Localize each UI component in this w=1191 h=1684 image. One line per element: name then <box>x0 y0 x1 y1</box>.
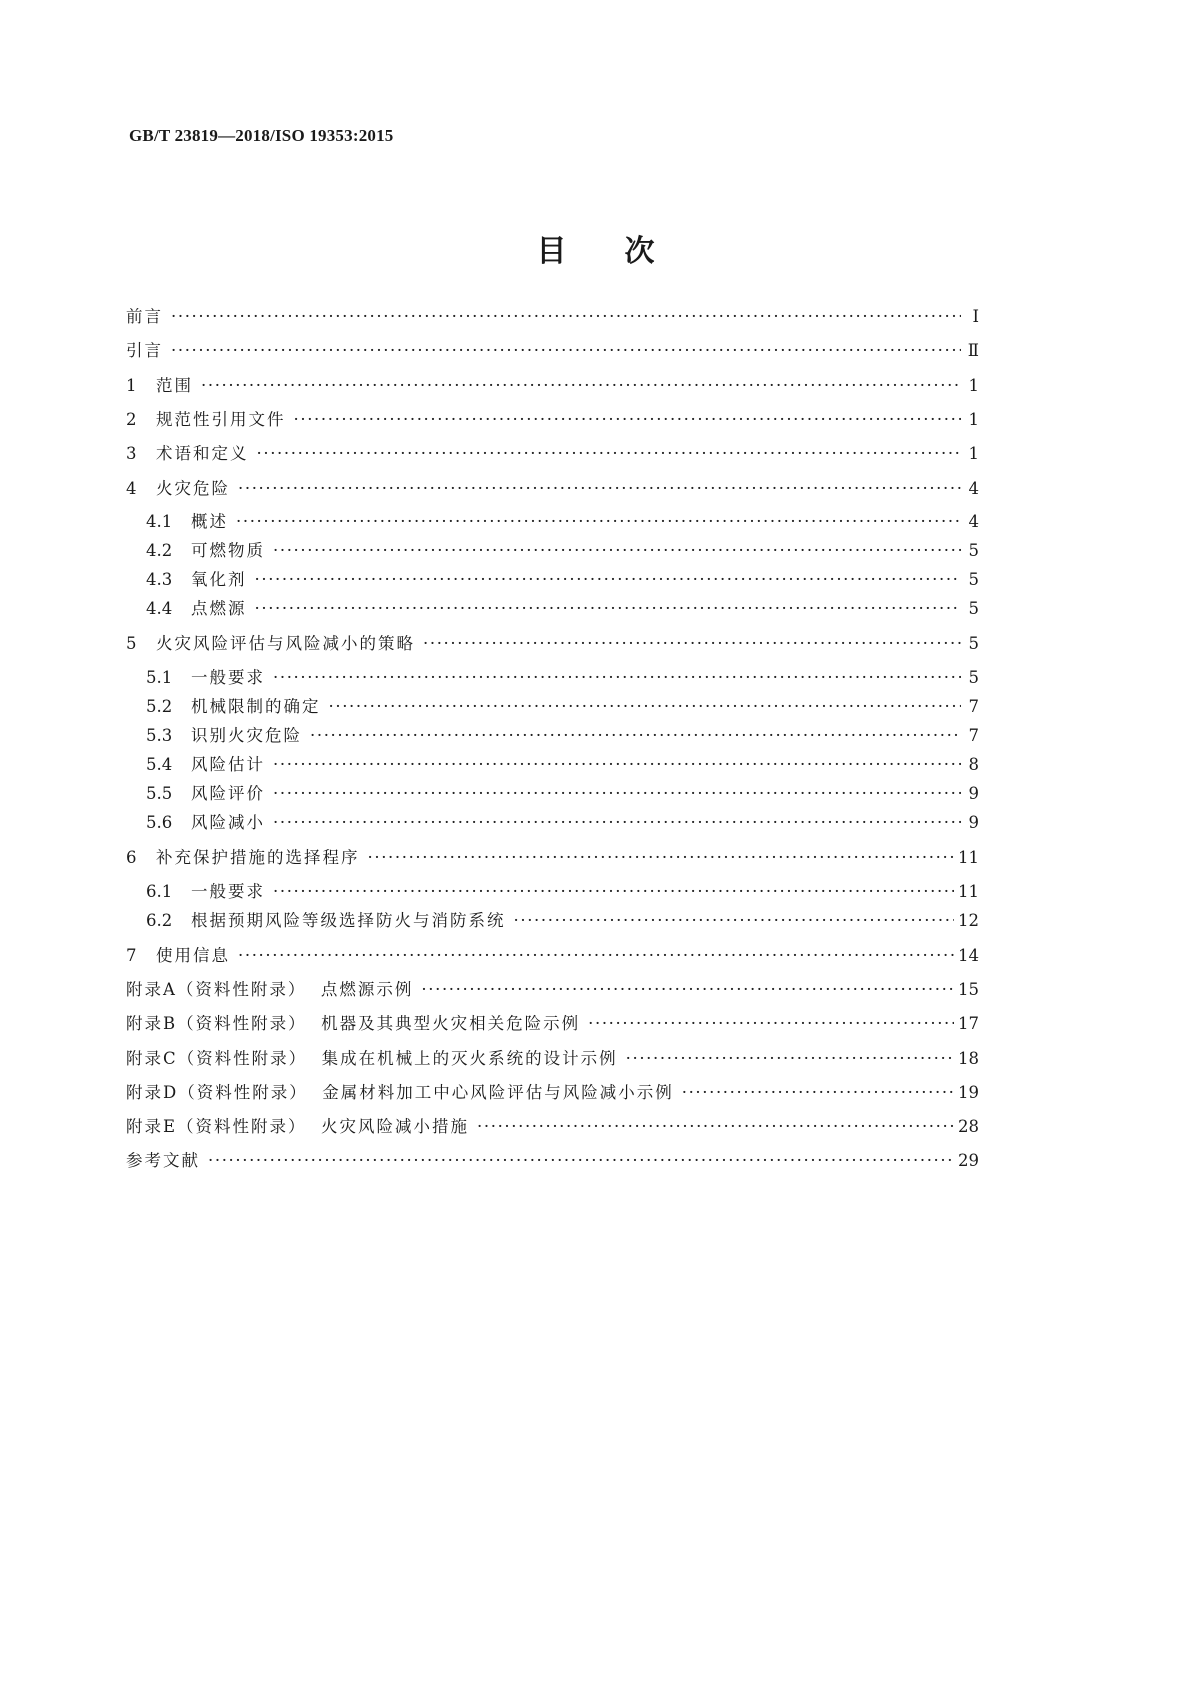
toc-entry-label: 附录A（资料性附录） 点燃源示例 <box>126 980 414 999</box>
toc-entry-page: 7 <box>968 697 979 716</box>
toc-entry-number: 4.4 <box>146 599 173 618</box>
toc-entry-label: 火灾危险 <box>156 479 230 498</box>
toc-leader-dots <box>238 477 961 501</box>
toc-entry[interactable] <box>146 880 979 904</box>
toc-entry-label: 参考文献 <box>126 1151 200 1170</box>
toc-leader-dots <box>208 1149 954 1173</box>
toc-entry-number: 4.3 <box>146 570 173 589</box>
toc-leader-dots <box>423 632 961 656</box>
page-title: 目次 <box>536 234 713 269</box>
toc-entry-label: 附录E（资料性附录） 火灾风险减小措施 <box>126 1117 470 1136</box>
toc-leader-dots <box>682 1081 954 1105</box>
toc-entry-label: 机械限制的确定 <box>191 697 321 716</box>
toc-entry-page: 29 <box>958 1151 979 1170</box>
toc-leader-dots <box>477 1115 954 1139</box>
toc-entry-page: 9 <box>968 784 979 803</box>
toc-leader-dots <box>273 753 961 777</box>
toc-entry-number: 1 <box>126 376 137 395</box>
toc-entry[interactable] <box>126 1149 979 1173</box>
toc-entry-label: 引言 <box>126 341 163 360</box>
toc-entry-page: 1 <box>968 444 979 463</box>
toc-entry-number: 5.3 <box>146 726 173 745</box>
toc-entry[interactable] <box>126 442 979 466</box>
toc-leader-dots <box>626 1047 954 1071</box>
toc-leader-dots <box>368 846 955 870</box>
toc-entry-label: 补充保护措施的选择程序 <box>156 848 360 867</box>
toc-leader-dots <box>257 442 962 466</box>
toc-entry-label: 术语和定义 <box>156 444 249 463</box>
toc-entry-page: 5 <box>968 570 979 589</box>
toc-leader-dots <box>588 1012 954 1036</box>
toc-entry-number: 6.1 <box>146 882 173 901</box>
toc-leader-dots <box>236 510 961 534</box>
toc-leader-dots <box>255 597 962 621</box>
toc-leader-dots <box>201 374 961 398</box>
toc-entry[interactable] <box>146 909 979 933</box>
toc-entry-page: 12 <box>958 911 979 930</box>
toc-entry-page: Ⅱ <box>967 341 979 360</box>
toc-entry-label: 概述 <box>191 512 228 531</box>
toc-entry[interactable] <box>146 510 979 534</box>
toc-entry-label: 一般要求 <box>191 882 265 901</box>
toc-entry-label: 一般要求 <box>191 668 265 687</box>
standard-number: GB/T 23819—2018/ISO 19353:2015 <box>129 126 394 145</box>
toc-entry-label: 风险减小 <box>191 813 265 832</box>
toc-entry[interactable] <box>146 695 979 719</box>
toc-entry-label: 规范性引用文件 <box>156 410 286 429</box>
toc-entry[interactable] <box>146 666 979 690</box>
toc-entry-label: 火灾风险评估与风险减小的策略 <box>156 634 415 653</box>
toc-entry-number: 2 <box>126 410 137 429</box>
toc-entry-number: 5.6 <box>146 813 173 832</box>
toc-leader-dots <box>171 305 961 329</box>
toc-entry[interactable] <box>126 339 979 363</box>
toc-entry-page: 11 <box>958 848 979 867</box>
toc-entry-number: 5.2 <box>146 697 173 716</box>
toc-entry[interactable] <box>126 944 979 968</box>
toc-entry-label: 使用信息 <box>156 946 230 965</box>
toc-leader-dots <box>273 666 961 690</box>
toc-entry-page: 18 <box>958 1049 979 1068</box>
toc-leader-dots <box>273 782 961 806</box>
toc-entry-number: 4 <box>126 479 137 498</box>
toc-entry[interactable] <box>126 408 979 432</box>
toc-entry-page: 28 <box>958 1117 979 1136</box>
toc-entry-page: 9 <box>968 813 979 832</box>
toc-leader-dots <box>294 408 962 432</box>
toc-entry-label: 可燃物质 <box>191 541 265 560</box>
toc-entry[interactable] <box>126 1047 979 1071</box>
toc-entry[interactable] <box>126 1012 979 1036</box>
toc-entry[interactable] <box>126 305 979 329</box>
toc-entry-label: 识别火灾危险 <box>191 726 302 745</box>
toc-entry-number: 3 <box>126 444 137 463</box>
toc-entry-page: 4 <box>968 512 979 531</box>
toc-entry[interactable] <box>126 978 979 1002</box>
toc-entry-page: 17 <box>958 1014 979 1033</box>
toc-entry-label: 风险估计 <box>191 755 265 774</box>
toc-entry[interactable] <box>126 632 979 656</box>
toc-entry-number: 4.1 <box>146 512 173 531</box>
toc-leader-dots <box>238 944 954 968</box>
toc-entry[interactable] <box>146 724 979 748</box>
toc-entry-number: 5.5 <box>146 784 173 803</box>
toc-entry-label: 附录D（资料性附录） 金属材料加工中心风险评估与风险减小示例 <box>126 1083 674 1102</box>
toc-entry-page: Ⅰ <box>972 307 979 326</box>
toc-entry[interactable] <box>126 846 979 870</box>
toc-entry-label: 范围 <box>156 376 193 395</box>
toc-entry-page: 19 <box>958 1083 979 1102</box>
toc-entry-page: 5 <box>968 541 979 560</box>
toc-leader-dots <box>514 909 955 933</box>
toc-entry[interactable] <box>146 568 979 592</box>
toc-leader-dots <box>171 339 961 363</box>
toc-entry-number: 5.4 <box>146 755 173 774</box>
toc-leader-dots <box>273 539 961 563</box>
toc-entry-label: 氧化剂 <box>191 570 247 589</box>
toc-entry[interactable] <box>146 811 979 835</box>
toc-entry[interactable] <box>146 753 979 777</box>
toc-entry-number: 6 <box>126 848 137 867</box>
toc-entry-number: 5.1 <box>146 668 173 687</box>
toc-entry-label: 根据预期风险等级选择防火与消防系统 <box>191 911 506 930</box>
toc-entry[interactable] <box>126 1081 979 1105</box>
toc-entry-page: 5 <box>968 634 979 653</box>
toc-leader-dots <box>310 724 961 748</box>
toc-entry-page: 5 <box>968 599 979 618</box>
toc-leader-dots <box>273 880 954 904</box>
toc-leader-dots <box>421 978 954 1002</box>
toc-entry-page: 7 <box>968 726 979 745</box>
toc-entry-label: 附录C（资料性附录） 集成在机械上的灭火系统的设计示例 <box>126 1049 618 1068</box>
toc-entry-page: 5 <box>968 668 979 687</box>
toc-entry-page: 15 <box>958 980 979 999</box>
toc-entry[interactable] <box>126 374 979 398</box>
toc-entry-page: 1 <box>968 376 979 395</box>
toc-entry-label: 点燃源 <box>191 599 247 618</box>
toc-entry-number: 6.2 <box>146 911 173 930</box>
toc-entry-page: 4 <box>968 479 979 498</box>
toc-entry[interactable] <box>146 539 979 563</box>
toc-leader-dots <box>329 695 962 719</box>
toc-entry-number: 5 <box>126 634 137 653</box>
toc-entry-label: 风险评价 <box>191 784 265 803</box>
toc-entry-page: 11 <box>958 882 979 901</box>
toc-entry-label: 前言 <box>126 307 163 326</box>
toc-entry[interactable] <box>126 1115 979 1139</box>
toc-entry-label: 附录B（资料性附录） 机器及其典型火灾相关危险示例 <box>126 1014 581 1033</box>
toc-entry[interactable] <box>146 597 979 621</box>
toc-entry-page: 8 <box>968 755 979 774</box>
toc-entry[interactable] <box>146 782 979 806</box>
toc-entry-page: 14 <box>958 946 979 965</box>
toc-leader-dots <box>273 811 961 835</box>
toc-entry[interactable] <box>126 477 979 501</box>
toc-entry-number: 7 <box>126 946 137 965</box>
toc-entry-page: 1 <box>968 410 979 429</box>
toc-entry-number: 4.2 <box>146 541 173 560</box>
toc-leader-dots <box>255 568 962 592</box>
